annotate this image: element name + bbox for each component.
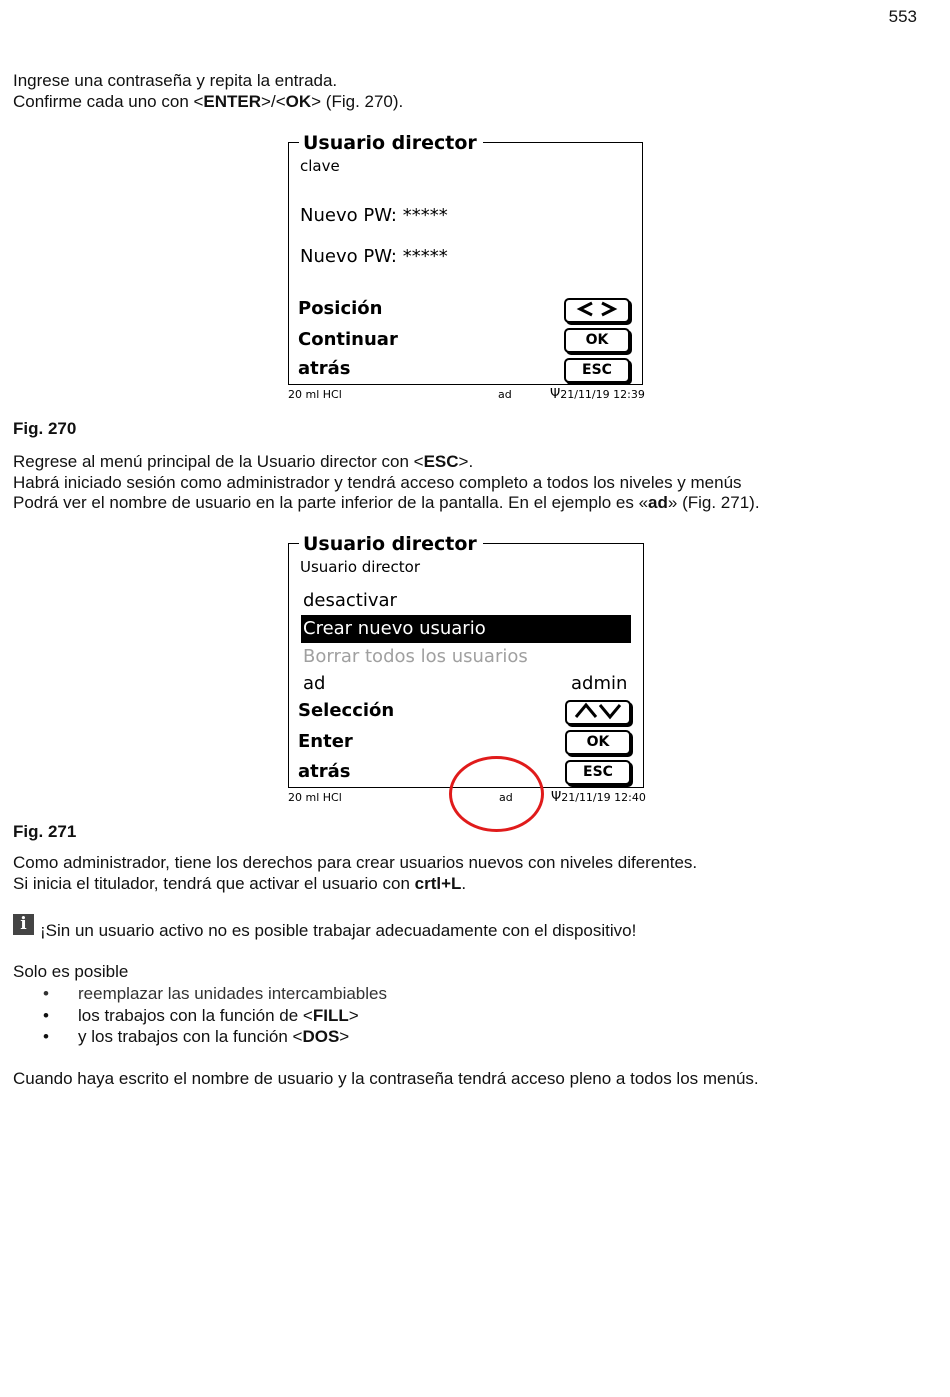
- fig270-status-method: 20 ml HCl: [288, 388, 342, 401]
- fig270-status-datetime: Ψ21/11/19 12:39: [550, 387, 645, 402]
- fig270-action-label-back: atrás: [298, 358, 351, 379]
- fig270-key-esc[interactable]: ESC: [564, 358, 630, 383]
- fig270-pw-2: Nuevo PW: *****: [300, 246, 448, 267]
- fig271-subtitle: Usuario director: [300, 558, 420, 576]
- possible-list: [13, 983, 387, 1048]
- after-line-1: Como administrador, tiene los derechos para crear usuarios nuevos con niveles diferentes.: [13, 853, 698, 872]
- intro-line-1: Ingrese una contraseña y repita la entrada.: [13, 71, 338, 90]
- list-item: • y los trabajos con la función <DOS>: [13, 1026, 387, 1048]
- usb-icon: Ψ: [551, 790, 562, 805]
- fig271-menu-deactivate[interactable]: desactivar: [303, 590, 397, 611]
- fig271-key-ok[interactable]: OK: [565, 730, 631, 755]
- up-down-arrows-icon: [570, 702, 626, 720]
- left-right-arrows-icon: [572, 300, 622, 318]
- intro-line-2: Confirme cada uno con <ENTER>/<OK> (Fig. 270).: [13, 92, 404, 111]
- fig270-action-label-continue: Continuar: [298, 329, 398, 350]
- user-highlight-circle: [449, 756, 544, 832]
- fig270-key-position[interactable]: [564, 298, 630, 323]
- fig270-screen-title: Usuario director: [299, 132, 483, 154]
- fig271-status-user: ad: [499, 791, 513, 804]
- fig270-subtitle: clave: [300, 157, 340, 175]
- info-icon: i: [13, 914, 34, 935]
- possible-intro: Solo es posible: [13, 962, 129, 981]
- usb-icon: Ψ: [550, 387, 561, 402]
- fig271-key-select[interactable]: [565, 700, 631, 725]
- list-item: • reemplazar las unidades intercambiables: [13, 983, 387, 1005]
- middle-line-2: Habrá iniciado sesión como administrador y tendrá acceso completo a todos los niveles y menús: [13, 473, 742, 492]
- fig271-screen-title: Usuario director: [299, 533, 483, 555]
- fig271-action-label-back: atrás: [298, 761, 351, 782]
- fig271-action-label-enter: Enter: [298, 731, 353, 752]
- fig271-status-method: 20 ml HCl: [288, 791, 342, 804]
- fig271-user-name: ad: [303, 673, 326, 694]
- fig271-user-role: admin: [571, 673, 628, 694]
- middle-line-3: Podrá ver el nombre de usuario en la parte inferior de la pantalla. En el ejemplo es «ad» (Fig. 271).: [13, 493, 760, 512]
- fig270-caption: Fig. 270: [13, 419, 77, 438]
- closing-text: Cuando haya escrito el nombre de usuario y la contraseña tendrá acceso pleno a todos los menús.: [13, 1069, 759, 1088]
- list-item: • los trabajos con la función de <FILL>: [13, 1005, 387, 1027]
- fig271-menu-create-user[interactable]: Crear nuevo usuario: [301, 615, 631, 643]
- fig271-status-datetime: Ψ21/11/19 12:40: [551, 790, 646, 805]
- fig270-key-ok[interactable]: OK: [564, 328, 630, 353]
- page-number: 553: [888, 7, 917, 26]
- fig270-action-label-position: Posición: [298, 298, 383, 319]
- fig271-caption: Fig. 271: [13, 822, 77, 841]
- middle-line-1: Regrese al menú principal de la Usuario director con <ESC>.: [13, 452, 474, 471]
- fig271-screen: [288, 533, 644, 788]
- fig270-status-user: ad: [498, 388, 512, 401]
- fig271-key-esc[interactable]: ESC: [565, 760, 631, 785]
- after-line-2: Si inicia el titulador, tendrá que activar el usuario con crtl+L.: [13, 874, 467, 893]
- fig270-pw-1: Nuevo PW: *****: [300, 205, 448, 226]
- note-text: ¡Sin un usuario activo no es posible trabajar adecuadamente con el dispositivo!: [40, 921, 637, 940]
- fig270-screen: [288, 132, 643, 385]
- fig271-action-label-select: Selección: [298, 700, 395, 721]
- fig271-menu-delete-all: Borrar todos los usuarios: [303, 646, 528, 667]
